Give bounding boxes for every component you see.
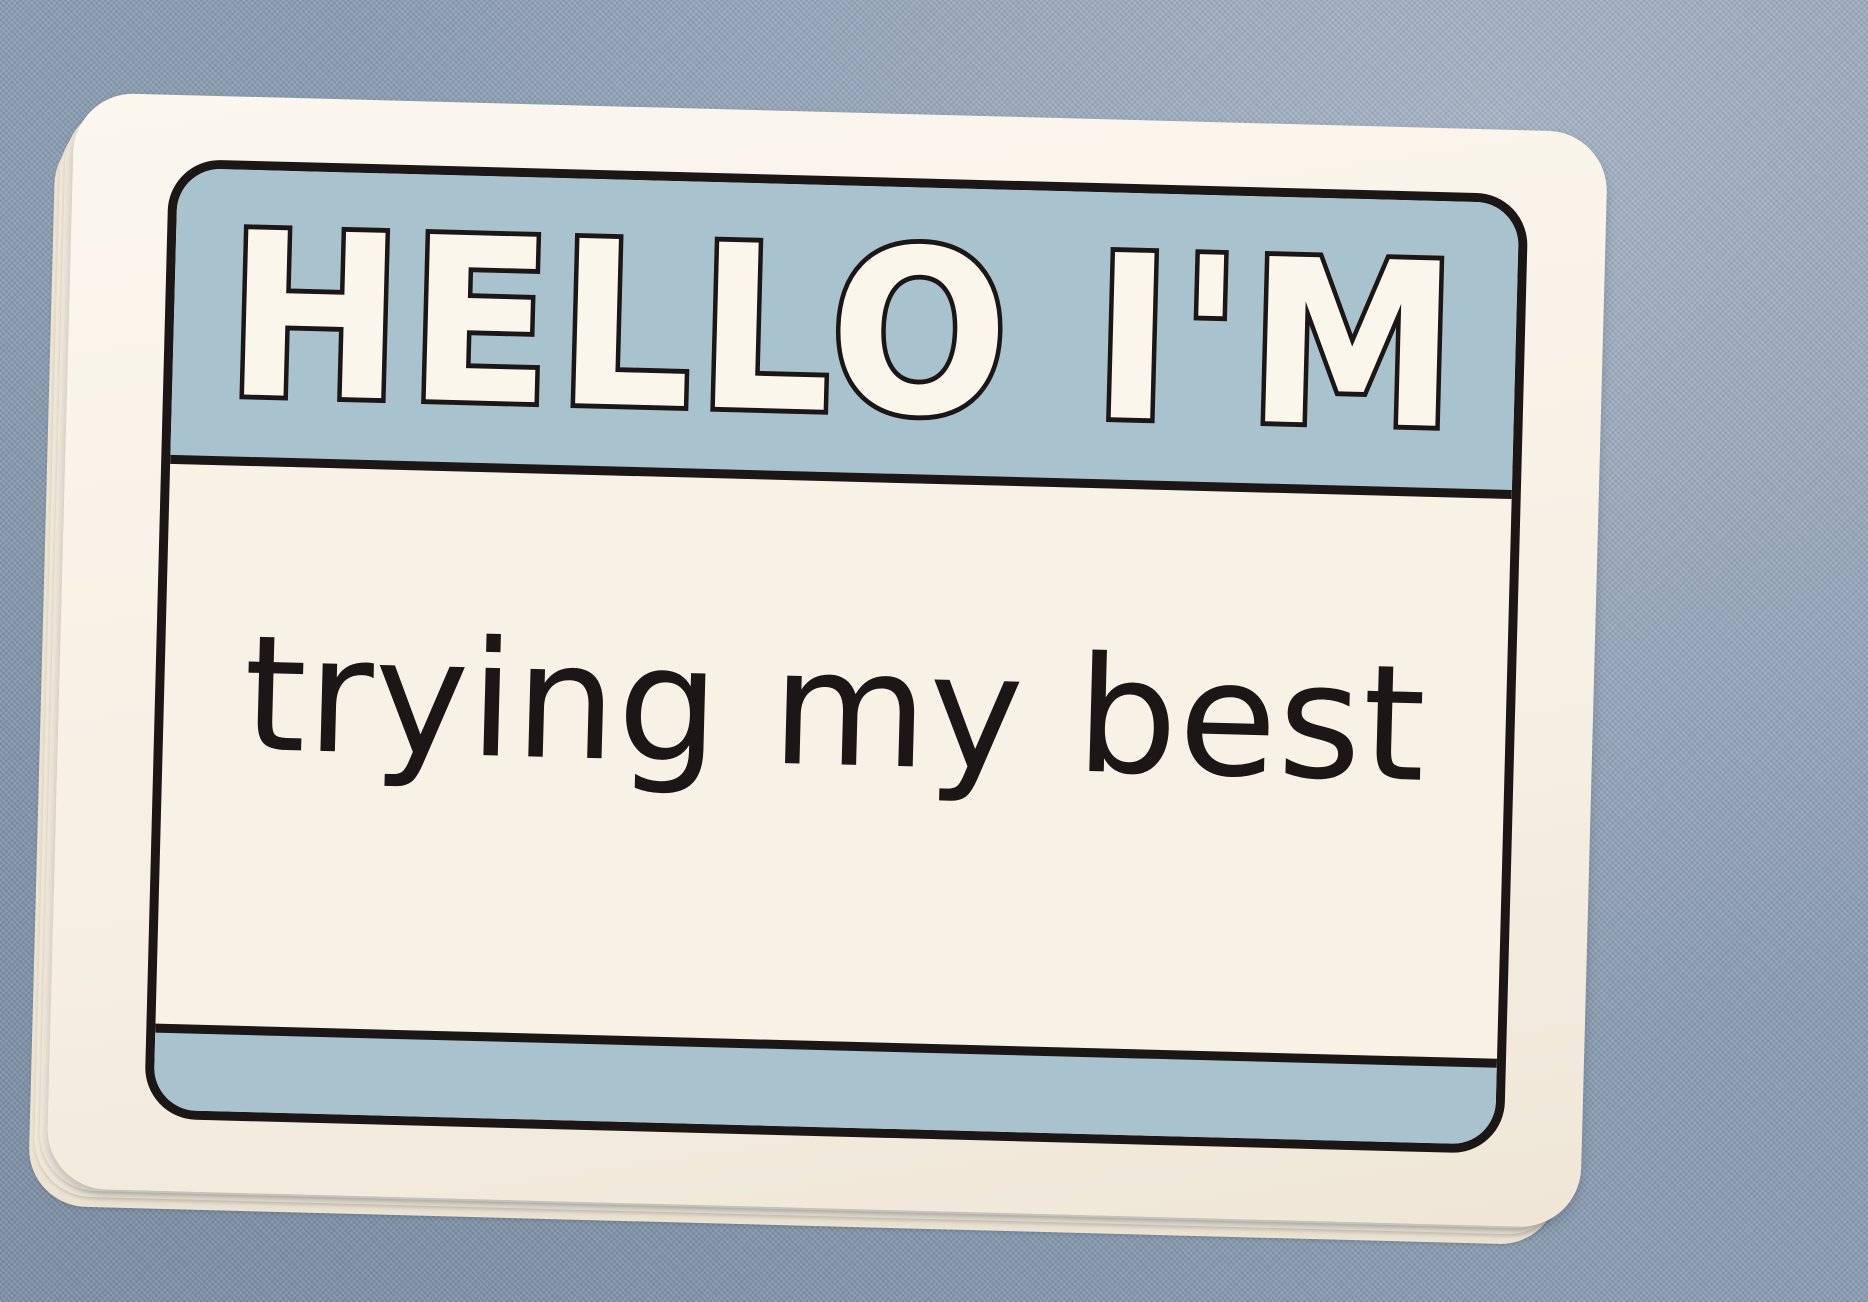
name-tag bbox=[144, 159, 1529, 1154]
name-tag-footer bbox=[153, 1024, 1497, 1145]
header-title: HELLO I'M bbox=[223, 183, 1467, 481]
name-tag-body bbox=[158, 464, 1512, 969]
sticker bbox=[46, 92, 1608, 1228]
name-tag-header bbox=[170, 168, 1519, 499]
name-text: trying my best bbox=[241, 599, 1429, 818]
sticker-stack bbox=[38, 92, 1607, 1244]
